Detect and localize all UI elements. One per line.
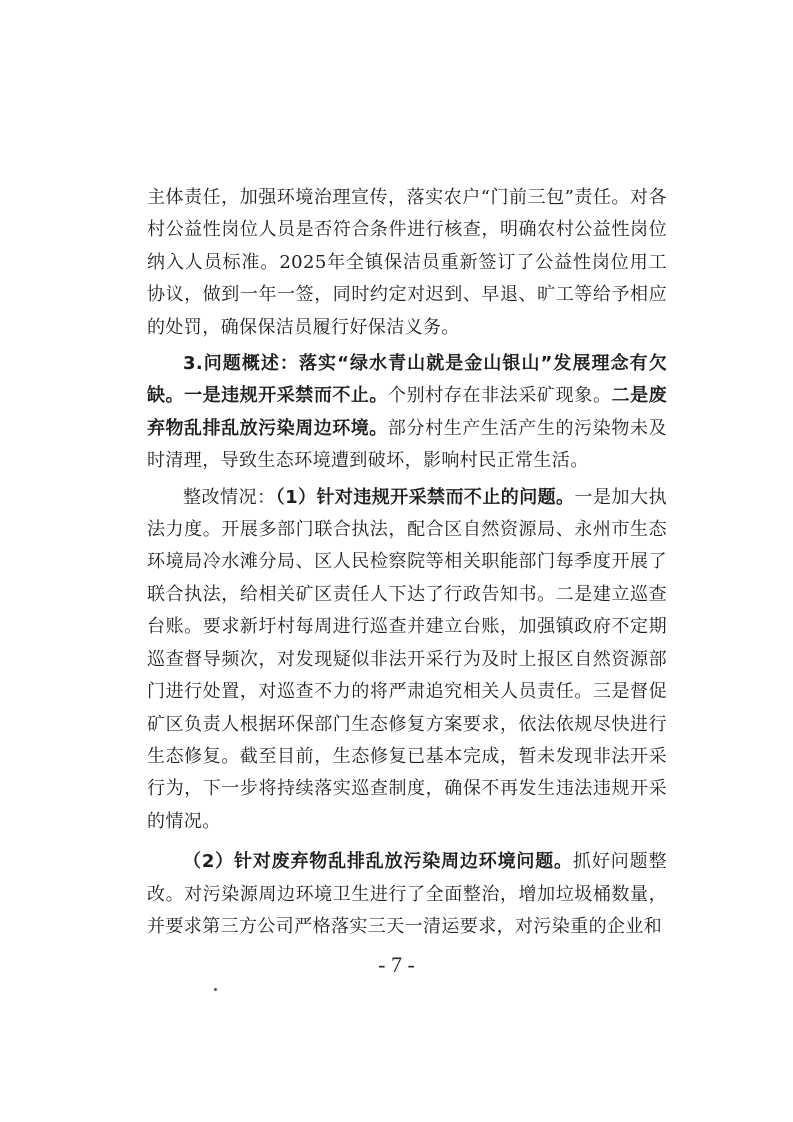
paragraph-responsibility: 主体责任，加强环境治理宣传，落实农户“门前三包”责任。对各村公益性岗位人员是否符合条件进行核查，明确农村公益性岗位纳入人员标准。2025年全镇保洁员重新签订了公益性岗位用工协议，做到一年一签，同时约定对迟到、早退、旷工等给予相应的处罚，确保保洁员履行好保洁义务。 xyxy=(147,187,667,338)
rectification-sub-1-title: （1）针对违规开采禁而不止的问题。 xyxy=(275,486,575,508)
paragraph-waste xyxy=(147,846,667,943)
rectification-lead: 整改情况： xyxy=(183,486,276,508)
problem-heading: 3.问题概述：落实“绿水青山就是金山银山”发展理念有欠缺。 xyxy=(147,353,667,407)
scan-speck xyxy=(214,988,217,991)
rectification-sub-1-text: 一是加大执法力度。开展多部门联合执法，配合区自然资源局、永州市生态环境局冷水滩分局、区人民检察院等相关职能部门每季度开展了联合执法，给相关矿区责任人下达了行政告知书。二是建立巡查台账。要求新圩村每周进行巡查并建立台账，加强镇政府不定期巡查督导频次，对发现疑似非法开采行为及时上报区自然资源部门进行处置，对巡查不力的将严肃追究相关人员责任。三是督促矿区负责人根据环保部门生态修复方案要求，依法依规尽快进行生态修复。截至目前，生态修复已基本完成，暂未发现非法开采行为，下一步将持续落实巡查制度，确保不再发生违法违规开采的情况。 xyxy=(147,486,668,832)
page-number: - 7 - xyxy=(378,952,415,977)
paragraph-rectification xyxy=(147,482,667,838)
problem-item-2-title: 二是废弃物乱排乱放污染周边环境。 xyxy=(147,385,667,439)
problem-item-1-title: 一是违规开采禁而不止。 xyxy=(184,385,388,407)
body-text xyxy=(147,182,667,943)
problem-item-1-text: 个别村存在非法采矿现象。 xyxy=(387,385,612,407)
paragraph-problem-3 xyxy=(147,348,667,478)
rectification-sub-2-text: 抓好问题整改。对污染源周边环境卫生进行了全面整治，增加垃圾桶数量，并要求第三方公司严格落实三天一清运要求，对污染重的企业和 xyxy=(147,851,667,937)
problem-item-2-text: 部分村生产生活产生的污染物未及时清理，导致生态环境遭到破坏，影响村民正常生活。 xyxy=(147,417,668,472)
rectification-sub-2-title: （2）针对废弃物乱排乱放污染周边环境问题。 xyxy=(183,851,573,873)
